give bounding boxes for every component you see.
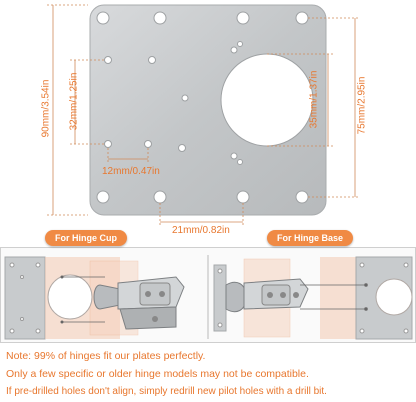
hinge-cup-height-label: 35mm/1.37in [308, 70, 320, 129]
hinge-right [214, 259, 308, 337]
hinge-illustration [0, 247, 416, 343]
hole-span-label: 75mm/2.95in [356, 76, 368, 135]
note-line-3: If pre-drilled holes don't align, simply redrill new pilot holes with a drill bit. [6, 386, 327, 397]
hinge-cup-hole [221, 54, 313, 146]
hinge-base-badge: For Hinge Base [267, 230, 353, 246]
horizontal-spacing-label: 21mm/0.82in [172, 225, 230, 236]
note-line-2: Only a few specific or older hinge models may not be compatible. [6, 368, 309, 380]
hinge-cup-badge: For Hinge Cup [45, 230, 127, 246]
plate-height-label: 90mm/3.54in [40, 79, 52, 138]
screw-column-label: 32mm/1.25in [68, 72, 80, 131]
note-line-1: Note: 99% of hinges fit our plates perfectly. [6, 350, 206, 362]
small-spacing-label: 12mm/0.47in [102, 166, 160, 177]
